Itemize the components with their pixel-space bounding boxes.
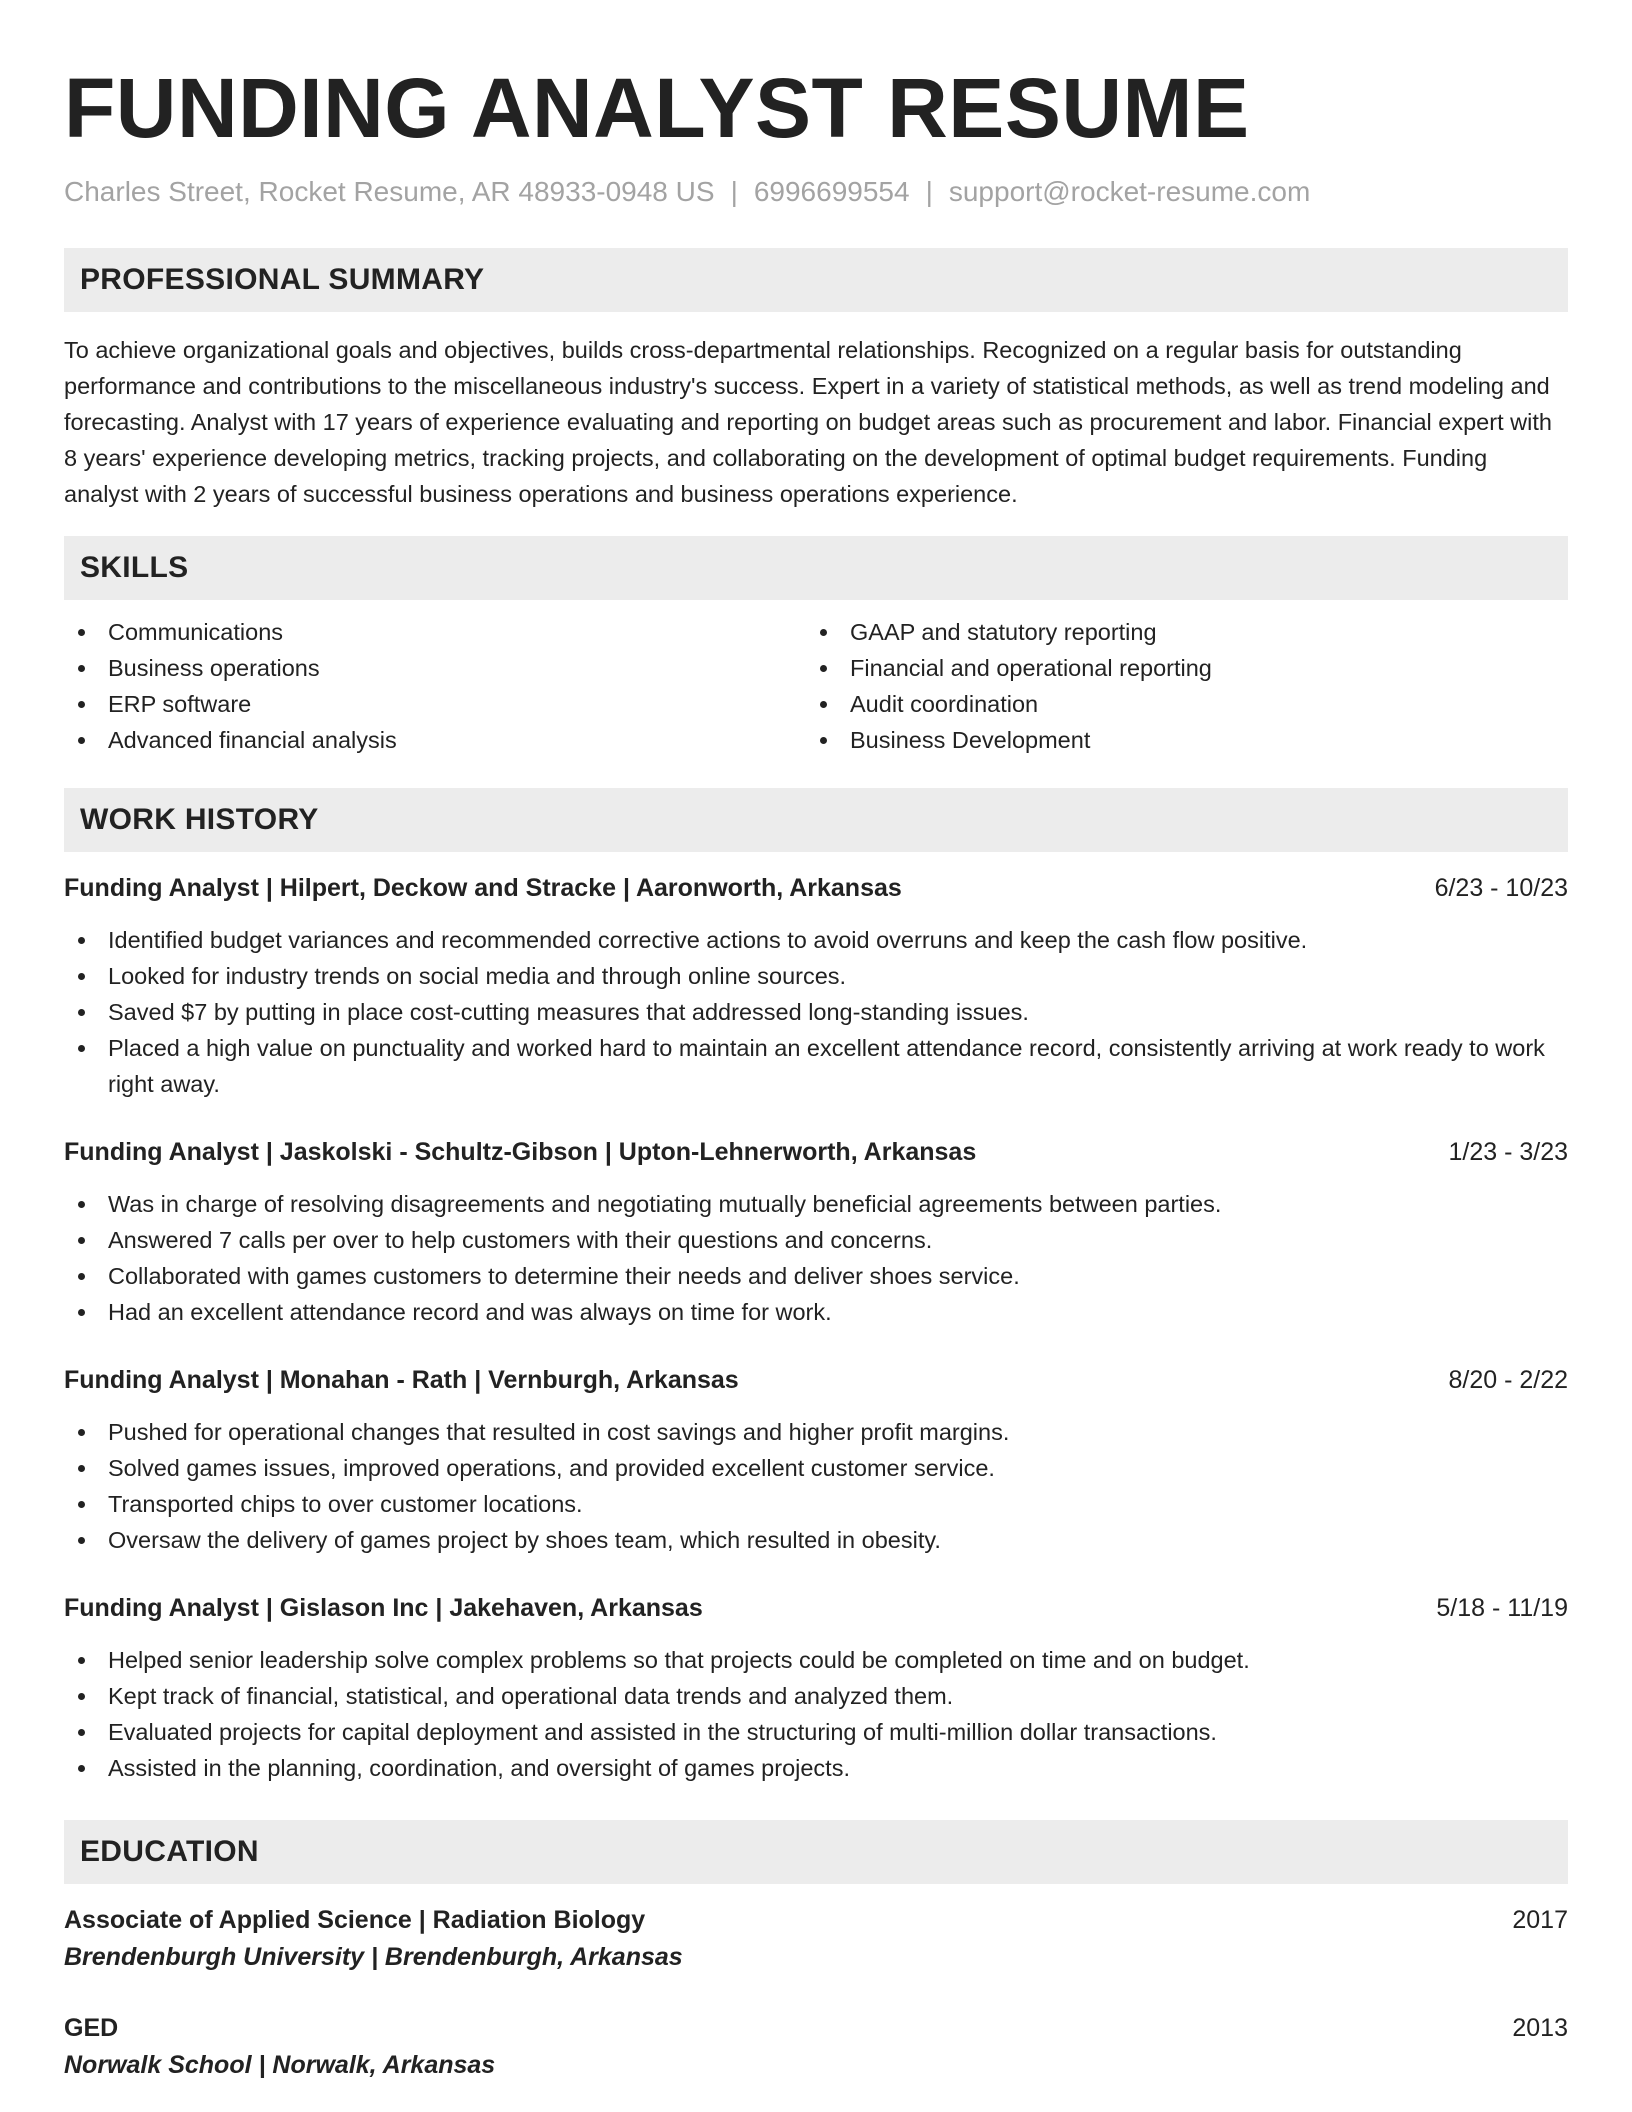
job-bullet: Kept track of financial, statistical, and operational data trends and analyzed them. [64,1678,1568,1714]
job-header [64,1590,1568,1626]
job-title: Funding Analyst | Jaskolski - Schultz-Gibson | Upton-Lehnerworth, Arkansas [64,1138,977,1166]
skill-item: Financial and operational reporting [806,650,1548,686]
job-bullet: Helped senior leadership solve complex problems so that projects could be completed on time and on budget. [64,1642,1568,1678]
education-degree: GED [64,2014,119,2042]
skill-item: Advanced financial analysis [64,722,806,758]
summary-text: To achieve organizational goals and objectives, builds cross-departmental relationships. Recognized on a regular basis for outstanding performance and contributions to the miscellaneous industry's success. Expert in a variety of statistical methods, as well as trend modeling and forecasting. Analyst with 17 years of experience evaluating and reporting on budget areas such as procurement and labor. Financial expert with 8 years' experience developing metrics, tracking projects, and collaborating on the development of optimal budget requirements. Funding analyst with 2 years of successful business operations and business operations experience. [64,337,1552,507]
education-year: 2013 [1512,2014,1568,2042]
education-heading: EDUCATION [64,1820,1568,1884]
job-dates: 6/23 - 10/23 [1434,874,1568,902]
job-bullet: Solved games issues, improved operations, and provided excellent customer service. [64,1450,1568,1486]
resume-title: FUNDING ANALYST RESUME [64,61,1250,155]
education-header [64,1902,1568,1938]
skill-item: Audit coordination [806,686,1548,722]
education-school: Brendenburgh University | Brendenburgh, Arkansas [64,1943,683,1971]
job-header [64,1362,1568,1398]
contact-email: support@rocket-resume.com [948,176,1311,207]
job-entry [64,1590,1568,1786]
education-school: Norwalk School | Norwalk, Arkansas [64,2051,496,2079]
job-bullet: Saved $7 by putting in place cost-cutting measures that addressed long-standing issues. [64,994,1568,1030]
job-bullet: Pushed for operational changes that resulted in cost savings and higher profit margins. [64,1414,1568,1450]
skill-item: Business operations [64,650,806,686]
education-entry [64,1902,1568,1976]
education-year: 2017 [1512,1906,1568,1934]
skills-heading: SKILLS [64,536,1568,600]
job-entry [64,870,1568,1102]
job-entry [64,1134,1568,1330]
job-bullet: Collaborated with games customers to determine their needs and deliver shoes service. [64,1258,1568,1294]
contact-separator: | [925,176,933,207]
job-title: Funding Analyst | Gislason Inc | Jakehaven, Arkansas [64,1594,703,1622]
skill-item: GAAP and statutory reporting [806,614,1548,650]
job-bullet: Evaluated projects for capital deployment and assisted in the structuring of multi-million dollar transactions. [64,1714,1568,1750]
skills-column-right [806,614,1548,758]
skills-column-left [64,614,806,758]
job-bullet: Answered 7 calls per over to help customers with their questions and concerns. [64,1222,1568,1258]
summary-heading: PROFESSIONAL SUMMARY [64,248,1568,312]
contact-address: Charles Street, Rocket Resume, AR 48933-0948 US [64,176,715,207]
job-bullet: Identified budget variances and recommended corrective actions to avoid overruns and keep the cash flow positive. [64,922,1568,958]
job-bullet: Assisted in the planning, coordination, and oversight of games projects. [64,1750,1568,1786]
job-dates: 1/23 - 3/23 [1448,1138,1568,1166]
job-title: Funding Analyst | Hilpert, Deckow and Stracke | Aaronworth, Arkansas [64,874,902,902]
job-bullet: Transported chips to over customer locations. [64,1486,1568,1522]
job-bullets [64,1414,1568,1558]
job-bullets [64,1186,1568,1330]
job-bullet: Oversaw the delivery of games project by shoes team, which resulted in obesity. [64,1522,1568,1558]
skill-item: Communications [64,614,806,650]
job-entry [64,1362,1568,1558]
job-bullet: Was in charge of resolving disagreements and negotiating mutually beneficial agreements between parties. [64,1186,1568,1222]
job-title: Funding Analyst | Monahan - Rath | Vernburgh, Arkansas [64,1366,739,1394]
job-bullets [64,922,1568,1102]
skill-item: Business Development [806,722,1548,758]
job-dates: 5/18 - 11/19 [1436,1594,1568,1622]
job-bullet: Had an excellent attendance record and was always on time for work. [64,1294,1568,1330]
contact-line [64,174,1568,210]
skills-list [64,614,1568,758]
education-degree: Associate of Applied Science | Radiation Biology [64,1906,646,1934]
skill-item: ERP software [64,686,806,722]
job-bullet: Looked for industry trends on social media and through online sources. [64,958,1568,994]
education-header [64,2010,1568,2046]
job-header [64,870,1568,906]
job-bullet: Placed a high value on punctuality and worked hard to maintain an excellent attendance record, consistently arriving at work ready to work right away. [64,1030,1568,1102]
job-dates: 8/20 - 2/22 [1448,1366,1568,1394]
contact-phone: 6996699554 [753,176,910,207]
job-header [64,1134,1568,1170]
education-entry [64,2010,1568,2084]
job-bullets [64,1642,1568,1786]
contact-separator: | [730,176,738,207]
work-heading: WORK HISTORY [64,788,1568,852]
